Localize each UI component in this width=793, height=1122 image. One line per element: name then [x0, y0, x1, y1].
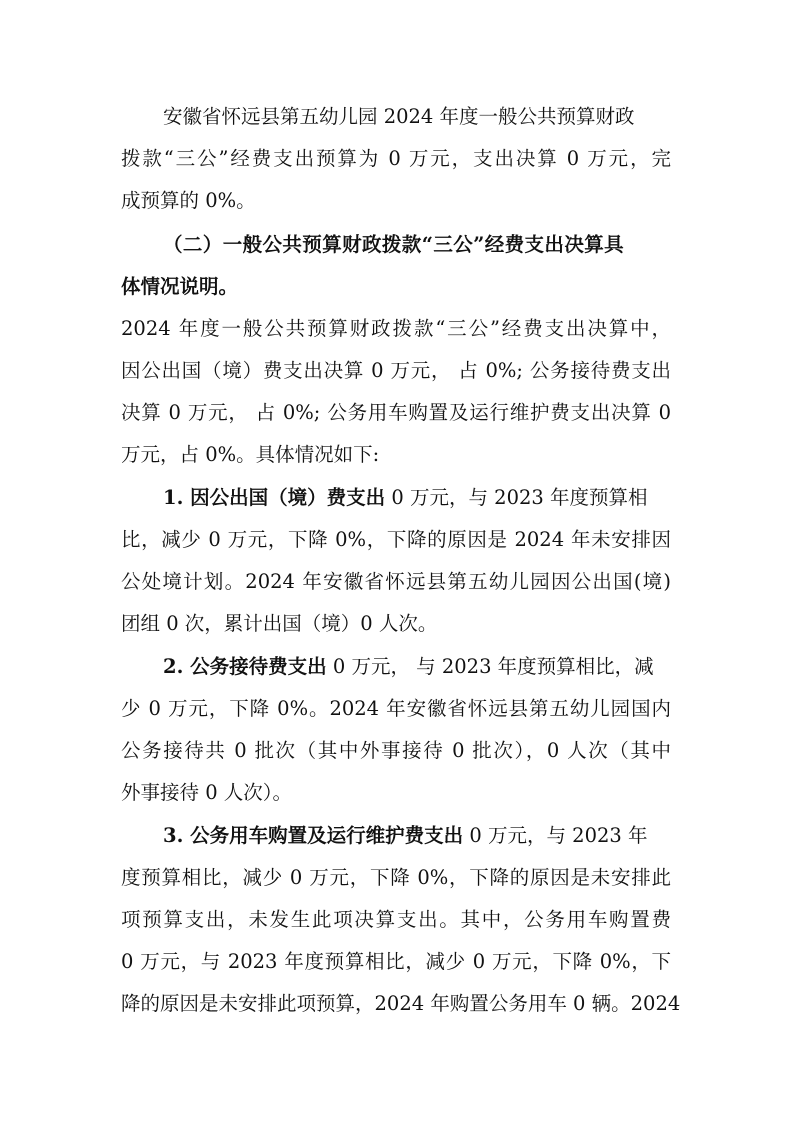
- paragraph-1-line-2: 拨款“三公”经费支出预算为 0 万元，支出决算 0 万元，完: [121, 147, 671, 170]
- item-3-title: 3. 公务用车购置及运行维护费支出: [163, 824, 464, 847]
- item-2-line-1: [163, 647, 654, 687]
- item-3-line-1-text: 0 万元，与 2023 年: [463, 824, 648, 847]
- item-2-line-4: 外事接待 0 人次）。: [121, 781, 293, 804]
- paragraph-2-line-3: 决算 0 万元， 占 0%; 公务用车购置及运行维护费支出决算 0: [121, 401, 671, 424]
- paragraph-2-line-4: 万元，占 0%。具体情况如下:: [121, 443, 380, 466]
- section-heading-line-1: （二）一般公共预算财政拨款“三公”经费支出决算具: [163, 233, 625, 256]
- paragraph-2-line-2: 因公出国（境）费支出决算 0 万元， 占 0%; 公务接待费支出: [121, 359, 671, 382]
- item-1-title: 1. 因公出国（境）费支出: [163, 486, 386, 509]
- section-heading-line-2: 体情况说明。: [121, 275, 239, 298]
- item-2-line-1-text: 0 万元， 与 2023 年度预算相比，减: [326, 655, 654, 678]
- item-2-line-3: 公务接待共 0 批次（其中外事接待 0 批次），0 人次（其中: [121, 739, 671, 762]
- item-2-line-2: 少 0 万元，下降 0%。2024 年安徽省怀远县第五幼儿园国内: [121, 697, 671, 720]
- item-1-line-1-text: 0 万元，与 2023 年度预算相: [385, 486, 648, 509]
- paragraph-2-line-1: 2024 年度一般公共预算财政拨款“三公”经费支出决算中，: [121, 317, 671, 340]
- item-3-line-1: [163, 816, 647, 856]
- item-1-line-1: [163, 478, 647, 518]
- item-3-line-3: 项预算支出，未发生此项决算支出。其中，公务用车购置费: [121, 908, 671, 931]
- item-1-line-3: 公处境计划。2024 年安徽省怀远县第五幼儿园因公出国(境): [121, 570, 671, 593]
- paragraph-1-line-1: 安徽省怀远县第五幼儿园 2024 年度一般公共预算财政: [163, 105, 635, 128]
- item-1-line-4: 团组 0 次，累计出国（境）0 人次。: [121, 612, 438, 635]
- item-3-line-5: 降的原因是未安排此项预算，2024 年购置公务用车 0 辆。2024: [121, 992, 681, 1015]
- item-3-line-4: 0 万元，与 2023 年度预算相比，减少 0 万元，下降 0%，下: [121, 950, 671, 973]
- item-2-title: 2. 公务接待费支出: [163, 655, 327, 678]
- item-1-line-2: 比，减少 0 万元，下降 0%，下降的原因是 2024 年未安排因: [121, 528, 671, 551]
- paragraph-1-line-3: 成预算的 0%。: [121, 189, 256, 212]
- item-3-line-2: 度预算相比，减少 0 万元，下降 0%，下降的原因是未安排此: [121, 866, 671, 889]
